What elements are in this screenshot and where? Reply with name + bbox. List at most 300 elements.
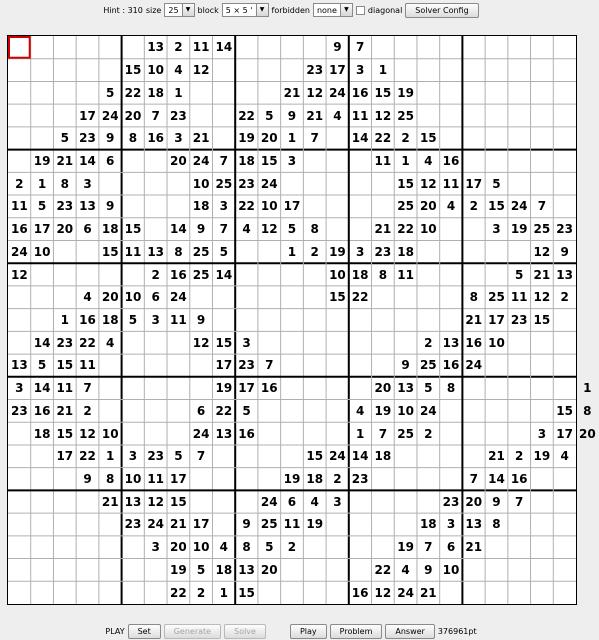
cell-r24-c8[interactable]: 2: [196, 585, 206, 600]
cell-r13-c1[interactable]: 14: [33, 335, 51, 350]
cell-r16-c0[interactable]: 23: [11, 403, 28, 418]
cell-r8-c20[interactable]: [462, 218, 485, 241]
cell-r12-c17[interactable]: [394, 309, 417, 332]
cell-r18-c17[interactable]: [394, 445, 417, 468]
cell-r0-c22[interactable]: [508, 36, 531, 59]
cell-r11-c21[interactable]: 25: [488, 290, 505, 305]
cell-r23-c21[interactable]: [485, 559, 508, 582]
cell-r1-c3[interactable]: [76, 59, 99, 82]
cell-r4-c5[interactable]: 8: [128, 131, 138, 146]
cell-r11-c9[interactable]: [212, 286, 235, 309]
cell-r3-c17[interactable]: 25: [397, 108, 414, 123]
cell-r14-c18[interactable]: 25: [419, 358, 437, 373]
cell-r24-c10[interactable]: 15: [238, 585, 255, 600]
cell-r6-c9[interactable]: 25: [215, 176, 233, 191]
cell-r13-c2[interactable]: 23: [56, 335, 74, 350]
cell-r11-c18[interactable]: [417, 286, 440, 309]
cell-r24-c4[interactable]: [99, 581, 122, 604]
cell-r7-c15[interactable]: [349, 195, 372, 218]
chevron-down-icon[interactable]: ▼: [182, 4, 194, 16]
cell-r14-c5[interactable]: [122, 354, 145, 377]
cell-r13-c16[interactable]: [372, 331, 395, 354]
cell-r10-c5[interactable]: [122, 263, 145, 286]
cell-r9-c11[interactable]: [258, 240, 281, 263]
cell-r14-c8[interactable]: [190, 354, 213, 377]
cell-r23-c5[interactable]: [122, 559, 145, 582]
cell-r5-c1[interactable]: 19: [33, 153, 51, 168]
cell-r22-c15[interactable]: [349, 536, 372, 559]
cell-r9-c20[interactable]: [462, 240, 485, 263]
cell-r11-c11[interactable]: [258, 286, 281, 309]
cell-r8-c5[interactable]: 15: [124, 222, 142, 237]
cell-r5-c14[interactable]: [326, 150, 349, 173]
cell-r23-c11[interactable]: 20: [260, 562, 278, 577]
cell-r17-c0[interactable]: [8, 422, 31, 445]
cell-r9-c19[interactable]: [440, 240, 463, 263]
cell-r24-c5[interactable]: [122, 581, 145, 604]
cell-r14-c17[interactable]: 9: [401, 358, 410, 373]
cell-r24-c23[interactable]: [531, 581, 554, 604]
cell-r7-c2[interactable]: 23: [56, 199, 74, 214]
cell-r6-c10[interactable]: 23: [238, 176, 255, 191]
cell-r7-c16[interactable]: [372, 195, 395, 218]
cell-r2-c8[interactable]: [190, 81, 213, 104]
cell-r10-c6[interactable]: 2: [151, 267, 160, 282]
cell-r0-c15[interactable]: 7: [355, 40, 365, 55]
cell-r11-c23[interactable]: 12: [533, 290, 551, 305]
cell-r23-c23[interactable]: [531, 559, 554, 582]
cell-r3-c23[interactable]: [531, 104, 554, 127]
cell-r2-c0[interactable]: [8, 81, 31, 104]
cell-r11-c7[interactable]: 24: [170, 290, 187, 305]
cell-r14-c20[interactable]: 24: [465, 358, 483, 373]
cell-r2-c7[interactable]: 1: [174, 85, 183, 100]
cell-r10-c14[interactable]: 10: [329, 267, 346, 282]
cell-r20-c22[interactable]: 7: [515, 494, 524, 509]
cell-r6-c21[interactable]: 5: [492, 176, 501, 191]
cell-r16-c12[interactable]: [281, 400, 304, 423]
cell-r1-c23[interactable]: [531, 59, 554, 82]
cell-r24-c6[interactable]: [144, 581, 167, 604]
cell-r17-c21[interactable]: [485, 422, 508, 445]
cell-r3-c12[interactable]: 9: [287, 108, 297, 123]
cell-r7-c22[interactable]: 24: [510, 199, 528, 214]
cell-r22-c0[interactable]: [8, 536, 31, 559]
cell-r9-c7[interactable]: 8: [174, 244, 183, 259]
cell-r18-c24[interactable]: 4: [560, 449, 569, 464]
size-select[interactable]: [164, 3, 194, 17]
cell-r9-c24[interactable]: 9: [560, 244, 569, 259]
cell-r2-c16[interactable]: 15: [374, 85, 392, 100]
cell-r16-c15[interactable]: 4: [355, 403, 365, 418]
cell-r2-c2[interactable]: [53, 81, 76, 104]
cell-r18-c5[interactable]: 3: [128, 449, 138, 464]
cell-r12-c23[interactable]: 15: [533, 312, 551, 327]
cell-r5-c20[interactable]: [462, 150, 485, 173]
cell-r5-c9[interactable]: 7: [219, 153, 228, 168]
cell-r14-c13[interactable]: [303, 354, 326, 377]
cell-r12-c12[interactable]: [281, 309, 304, 332]
cell-r23-c1[interactable]: [31, 559, 54, 582]
cell-r24-c16[interactable]: 12: [374, 585, 392, 600]
cell-r10-c13[interactable]: [303, 263, 326, 286]
cell-r23-c2[interactable]: [53, 559, 76, 582]
cell-r22-c9[interactable]: 4: [219, 540, 228, 555]
cell-r13-c0[interactable]: [8, 331, 31, 354]
cell-r1-c13[interactable]: 23: [306, 63, 324, 78]
cell-r6-c0[interactable]: 2: [15, 176, 24, 191]
cell-r1-c14[interactable]: 17: [329, 63, 346, 78]
cell-r0-c18[interactable]: [417, 36, 440, 59]
cell-r5-c24[interactable]: [553, 150, 576, 173]
cell-r17-c18[interactable]: 2: [424, 426, 433, 441]
cell-r11-c22[interactable]: 11: [510, 290, 528, 305]
cell-r10-c21[interactable]: [485, 263, 508, 286]
cell-r5-c3[interactable]: 14: [79, 153, 96, 168]
cell-r13-c21[interactable]: 10: [488, 335, 505, 350]
cell-r13-c13[interactable]: [303, 331, 326, 354]
cell-r13-c15[interactable]: [349, 331, 372, 354]
cell-r14-c0[interactable]: 13: [11, 358, 28, 373]
cell-r11-c1[interactable]: [31, 286, 54, 309]
cell-r22-c14[interactable]: [326, 536, 349, 559]
cell-r20-c19[interactable]: 23: [442, 494, 460, 509]
cell-r0-c9[interactable]: 14: [215, 40, 233, 55]
cell-r11-c16[interactable]: [372, 286, 395, 309]
cell-r3-c3[interactable]: 17: [79, 108, 96, 123]
cell-r9-c3[interactable]: [76, 240, 99, 263]
cell-r0-c10[interactable]: [235, 36, 258, 59]
cell-r10-c2[interactable]: [53, 263, 76, 286]
cell-r20-c10[interactable]: [235, 490, 258, 513]
cell-r0-c24[interactable]: [553, 36, 576, 59]
cell-r6-c16[interactable]: [372, 172, 395, 195]
cell-r0-c4[interactable]: [99, 36, 122, 59]
cell-r11-c13[interactable]: [303, 286, 326, 309]
cell-r17-c4[interactable]: 10: [101, 426, 119, 441]
cell-r19-c3[interactable]: 9: [83, 472, 92, 487]
cell-r19-c22[interactable]: 16: [510, 472, 528, 487]
cell-r1-c15[interactable]: 3: [355, 63, 365, 78]
cell-r9-c6[interactable]: 13: [147, 244, 165, 259]
cell-r22-c22[interactable]: [508, 536, 531, 559]
cell-r15-c22[interactable]: [508, 377, 531, 400]
cell-r3-c0[interactable]: [8, 104, 31, 127]
cell-r8-c18[interactable]: 10: [419, 222, 437, 237]
cell-r14-c6[interactable]: [144, 354, 167, 377]
cell-r6-c7[interactable]: [167, 172, 190, 195]
cell-r2-c22[interactable]: [508, 81, 531, 104]
cell-r5-c16[interactable]: 11: [374, 153, 392, 168]
cell-r15-c25[interactable]: 1: [583, 381, 592, 396]
solve-button[interactable]: Solve: [224, 624, 266, 639]
cell-r1-c21[interactable]: [485, 59, 508, 82]
cell-r17-c24[interactable]: 17: [556, 426, 573, 441]
cell-r21-c10[interactable]: 9: [242, 517, 251, 532]
cell-r13-c5[interactable]: [122, 331, 145, 354]
cell-r20-c0[interactable]: [8, 490, 31, 513]
cell-r21-c23[interactable]: [531, 513, 554, 536]
cell-r17-c11[interactable]: [258, 422, 281, 445]
cell-r21-c11[interactable]: 25: [260, 517, 278, 532]
cell-r7-c9[interactable]: 3: [219, 199, 228, 214]
cell-r24-c9[interactable]: 1: [219, 585, 228, 600]
cell-r4-c13[interactable]: 7: [310, 131, 319, 146]
cell-r6-c2[interactable]: 8: [60, 176, 69, 191]
cell-r17-c2[interactable]: 15: [56, 426, 74, 441]
cell-r14-c21[interactable]: [485, 354, 508, 377]
cell-r1-c24[interactable]: [553, 59, 576, 82]
cell-r15-c2[interactable]: 11: [56, 381, 74, 396]
cell-r21-c9[interactable]: [212, 513, 235, 536]
cell-r17-c23[interactable]: 3: [537, 426, 547, 441]
cell-r4-c10[interactable]: 19: [238, 131, 255, 146]
cell-r9-c8[interactable]: 25: [192, 244, 210, 259]
cell-r21-c6[interactable]: 24: [147, 517, 165, 532]
cell-r10-c0[interactable]: 12: [11, 267, 28, 282]
cell-r9-c16[interactable]: 23: [374, 244, 392, 259]
cell-r8-c23[interactable]: 25: [533, 222, 551, 237]
cell-r12-c13[interactable]: [303, 309, 326, 332]
cell-r16-c7[interactable]: [167, 400, 190, 423]
cell-r6-c14[interactable]: [326, 172, 349, 195]
cell-r5-c2[interactable]: 21: [56, 153, 74, 168]
chevron-down-icon[interactable]: ▼: [256, 4, 268, 16]
cell-r12-c19[interactable]: [440, 309, 463, 332]
cell-r0-c14[interactable]: 9: [333, 40, 342, 55]
cell-r16-c20[interactable]: [462, 400, 485, 423]
cell-r9-c12[interactable]: 1: [287, 244, 297, 259]
cell-r6-c24[interactable]: [553, 172, 576, 195]
cell-r8-c7[interactable]: 14: [170, 222, 187, 237]
cell-r24-c2[interactable]: [53, 581, 76, 604]
cell-r3-c19[interactable]: [440, 104, 463, 127]
cell-r24-c21[interactable]: [485, 581, 508, 604]
cell-r18-c15[interactable]: 14: [351, 449, 369, 464]
cell-r0-c7[interactable]: 2: [174, 40, 183, 55]
cell-r0-c11[interactable]: [258, 36, 281, 59]
cell-r12-c6[interactable]: 3: [151, 312, 160, 327]
cell-r17-c22[interactable]: [508, 422, 531, 445]
cell-r1-c19[interactable]: [440, 59, 463, 82]
cell-r22-c13[interactable]: [303, 536, 326, 559]
cell-r9-c2[interactable]: [53, 240, 76, 263]
cell-r5-c15[interactable]: [349, 150, 372, 173]
cell-r22-c21[interactable]: [485, 536, 508, 559]
cell-r17-c20[interactable]: [462, 422, 485, 445]
cell-r16-c24[interactable]: 15: [556, 403, 573, 418]
cell-r11-c8[interactable]: [190, 286, 213, 309]
cell-r12-c18[interactable]: [417, 309, 440, 332]
cell-r1-c10[interactable]: [235, 59, 258, 82]
cell-r5-c21[interactable]: [485, 150, 508, 173]
cell-r12-c5[interactable]: 5: [128, 312, 138, 327]
cell-r6-c17[interactable]: 15: [397, 176, 414, 191]
cell-r5-c7[interactable]: 20: [170, 153, 187, 168]
cell-r16-c19[interactable]: [440, 400, 463, 423]
cell-r19-c14[interactable]: 2: [333, 472, 342, 487]
cell-r20-c14[interactable]: 3: [333, 494, 342, 509]
cell-r22-c24[interactable]: [553, 536, 576, 559]
cell-r23-c13[interactable]: [303, 559, 326, 582]
cell-r8-c1[interactable]: 17: [33, 222, 51, 237]
cell-r20-c7[interactable]: 15: [170, 494, 187, 509]
cell-r15-c6[interactable]: [144, 377, 167, 400]
cell-r8-c22[interactable]: 19: [510, 222, 528, 237]
cell-r13-c12[interactable]: [281, 331, 304, 354]
cell-r14-c2[interactable]: 15: [56, 358, 74, 373]
cell-r23-c20[interactable]: [462, 559, 485, 582]
cell-r3-c21[interactable]: [485, 104, 508, 127]
cell-r5-c11[interactable]: 15: [260, 153, 278, 168]
cell-r9-c22[interactable]: [508, 240, 531, 263]
cell-r17-c25[interactable]: 20: [579, 426, 596, 441]
cell-r12-c10[interactable]: [235, 309, 258, 332]
cell-r7-c7[interactable]: [167, 195, 190, 218]
cell-r7-c18[interactable]: 20: [419, 199, 437, 214]
cell-r14-c9[interactable]: 17: [215, 358, 233, 373]
cell-r18-c11[interactable]: [258, 445, 281, 468]
cell-r14-c3[interactable]: 11: [79, 358, 96, 373]
cell-r11-c10[interactable]: [235, 286, 258, 309]
cell-r0-c19[interactable]: [440, 36, 463, 59]
cell-r14-c22[interactable]: [508, 354, 531, 377]
cell-r17-c17[interactable]: 25: [397, 426, 414, 441]
cell-r19-c18[interactable]: [417, 468, 440, 491]
cell-r8-c14[interactable]: [326, 218, 349, 241]
cell-r20-c23[interactable]: [531, 490, 554, 513]
cell-r4-c15[interactable]: 14: [351, 131, 369, 146]
cell-r4-c6[interactable]: 16: [147, 131, 165, 146]
cell-r6-c1[interactable]: 1: [37, 176, 47, 191]
cell-r24-c18[interactable]: 21: [419, 585, 437, 600]
cell-r1-c22[interactable]: [508, 59, 531, 82]
cell-r11-c6[interactable]: 6: [151, 290, 160, 305]
cell-r12-c15[interactable]: [349, 309, 372, 332]
cell-r21-c7[interactable]: 21: [170, 517, 187, 532]
cell-r13-c23[interactable]: [531, 331, 554, 354]
cell-r4-c4[interactable]: 9: [106, 131, 115, 146]
cell-r5-c19[interactable]: 16: [442, 153, 460, 168]
cell-r23-c22[interactable]: [508, 559, 531, 582]
cell-r19-c6[interactable]: 11: [147, 472, 165, 487]
chevron-down-icon[interactable]: ▼: [340, 4, 352, 16]
cell-r6-c19[interactable]: 11: [442, 176, 460, 191]
block-select[interactable]: [222, 3, 269, 17]
cell-r23-c3[interactable]: [76, 559, 99, 582]
cell-r9-c21[interactable]: [485, 240, 508, 263]
cell-r22-c2[interactable]: [53, 536, 76, 559]
cell-r19-c12[interactable]: 19: [283, 472, 301, 487]
cell-r22-c17[interactable]: 19: [397, 540, 414, 555]
cell-r16-c13[interactable]: [303, 400, 326, 423]
cell-r11-c20[interactable]: 8: [469, 290, 478, 305]
cell-r14-c12[interactable]: [281, 354, 304, 377]
cell-r21-c3[interactable]: [76, 513, 99, 536]
cell-r7-c24[interactable]: [553, 195, 576, 218]
cell-r21-c19[interactable]: 3: [446, 517, 456, 532]
cell-r3-c15[interactable]: 11: [351, 108, 369, 123]
cell-r6-c12[interactable]: [281, 172, 304, 195]
cell-r20-c15[interactable]: [349, 490, 372, 513]
cell-r2-c13[interactable]: 12: [306, 85, 324, 100]
cell-r5-c6[interactable]: [144, 150, 167, 173]
cell-r7-c23[interactable]: 7: [537, 199, 547, 214]
cell-r24-c15[interactable]: 16: [351, 585, 369, 600]
cell-r5-c13[interactable]: [303, 150, 326, 173]
cell-r15-c0[interactable]: 3: [15, 381, 24, 396]
cell-r17-c6[interactable]: [144, 422, 167, 445]
cell-r13-c22[interactable]: [508, 331, 531, 354]
cell-r13-c8[interactable]: 12: [192, 335, 210, 350]
cell-r16-c11[interactable]: [258, 400, 281, 423]
cell-r13-c20[interactable]: 16: [465, 335, 483, 350]
cell-r14-c15[interactable]: [349, 354, 372, 377]
cell-r23-c4[interactable]: [99, 559, 122, 582]
cell-r19-c7[interactable]: 17: [170, 472, 187, 487]
cell-r5-c12[interactable]: 3: [287, 153, 297, 168]
cell-r3-c1[interactable]: [31, 104, 54, 127]
cell-r13-c6[interactable]: [144, 331, 167, 354]
cell-r22-c23[interactable]: [531, 536, 554, 559]
cell-r9-c9[interactable]: 5: [219, 244, 228, 259]
cell-r18-c14[interactable]: 24: [329, 449, 346, 464]
cell-r10-c9[interactable]: 14: [215, 267, 233, 282]
cell-r23-c16[interactable]: 22: [374, 562, 392, 577]
cell-r21-c21[interactable]: 8: [492, 517, 501, 532]
cell-r4-c2[interactable]: 5: [60, 131, 69, 146]
cell-r19-c20[interactable]: 7: [469, 472, 478, 487]
cell-r13-c3[interactable]: 22: [79, 335, 96, 350]
cell-r8-c13[interactable]: 8: [310, 222, 319, 237]
cell-r5-c17[interactable]: 1: [401, 153, 410, 168]
cell-r18-c19[interactable]: [440, 445, 463, 468]
cell-r14-c24[interactable]: [553, 354, 576, 377]
cell-r16-c17[interactable]: 10: [397, 403, 414, 418]
cell-r8-c15[interactable]: [349, 218, 372, 241]
cell-r2-c23[interactable]: [531, 81, 554, 104]
cell-r6-c3[interactable]: 3: [83, 176, 92, 191]
cell-r23-c9[interactable]: 18: [215, 562, 233, 577]
cell-r4-c7[interactable]: 3: [174, 131, 183, 146]
cell-r18-c23[interactable]: 19: [533, 449, 551, 464]
cell-r12-c2[interactable]: 1: [60, 312, 69, 327]
cell-r10-c19[interactable]: [440, 263, 463, 286]
cell-r22-c7[interactable]: 20: [170, 540, 187, 555]
cell-r3-c7[interactable]: 23: [170, 108, 187, 123]
cell-r20-c5[interactable]: 13: [124, 494, 142, 509]
cell-r4-c11[interactable]: 20: [260, 131, 278, 146]
cell-r11-c14[interactable]: 15: [329, 290, 346, 305]
cell-r0-c16[interactable]: [372, 36, 395, 59]
cell-r1-c18[interactable]: [417, 59, 440, 82]
cell-r12-c20[interactable]: 21: [465, 312, 483, 327]
cell-r1-c9[interactable]: [212, 59, 235, 82]
cell-r1-c2[interactable]: [53, 59, 76, 82]
cell-r19-c21[interactable]: 14: [488, 472, 505, 487]
cell-r12-c8[interactable]: 9: [196, 312, 206, 327]
cell-r15-c21[interactable]: [485, 377, 508, 400]
cell-r2-c5[interactable]: 22: [124, 85, 142, 100]
cell-r10-c7[interactable]: 16: [170, 267, 187, 282]
cell-r0-c12[interactable]: [281, 36, 304, 59]
cell-r18-c16[interactable]: 18: [374, 449, 392, 464]
cell-r12-c16[interactable]: [372, 309, 395, 332]
cell-r18-c20[interactable]: [462, 445, 485, 468]
cell-r24-c0[interactable]: [8, 581, 31, 604]
cell-r17-c12[interactable]: [281, 422, 304, 445]
cell-r7-c10[interactable]: 22: [238, 199, 255, 214]
